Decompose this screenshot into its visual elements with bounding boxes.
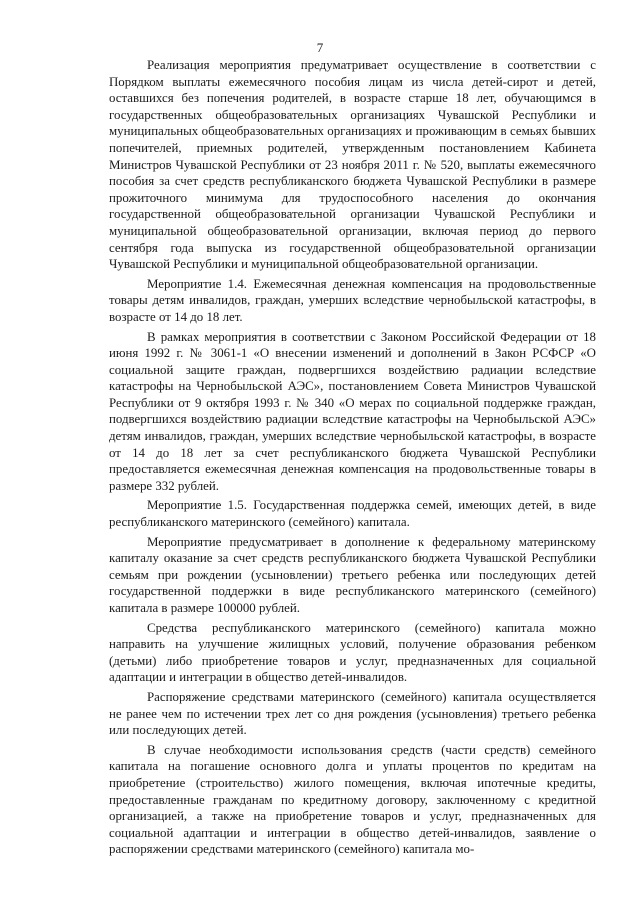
document-body [109,57,596,861]
paragraph: В рамках мероприятия в соответствии с Законом Российской Федерации от 18 июня 1992 г. № 3061-1 «О внесении изменений и дополнений в Закон РСФСР «О социальной защите граждан, подвергшихся воздействию радиации вследствие катастрофы на Чернобыльской АЭС», постановлением Совета Министров Чувашской Республики от 9 октября 1993 г. № 340 «О мерах по социальной поддержке граждан, подвергшихся воздействию радиации вследствие катастрофы на Чернобыльской АЭС» детям инвалидов, граждан, умерших вследствие чернобыльской катастрофы, в возрасте от 14 до 18 лет за счет республиканского бюджета Чувашской Республики предоставляется ежемесячная денежная компенсация на продовольственные товары в размере 332 рублей. [109,329,596,493]
paragraph: Мероприятие предусматривает в дополнение к федеральному материнскому капиталу оказание за счет средств республиканского бюджета Чувашской Республики семьям при рождении (усыновлении) третьего ребенка или последующих детей государственной поддержки в виде республиканского материнского (семейного) капитала в размере 100000 рублей. [109,534,596,615]
paragraph: В случае необходимости использования средств (части средств) семейного капитала на погашение основного долга и уплаты процентов по кредитам на приобретение (строительство) жилого помещения, включая ипотечные кредиты, предоставленные гражданам по кредитному договору, заключенному с кредитной организацией, а также на приобретение товаров и услуг, предназначенных для социальной адаптации и интеграции в общество детей-инвалидов, заявление о распоряжении средствами материнского (семейного) капитала мо- [109,742,596,857]
page-number: 7 [316,40,324,55]
paragraph: Мероприятие 1.5. Государственная поддержка семей, имеющих детей, в виде республиканского материнского (семейного) капитала. [109,498,596,530]
paragraph: Распоряжение средствами материнского (семейного) капитала осуществляется не ранее чем по истечении трех лет со дня рождения (усыновления) третьего ребенка или последующих детей. [109,689,596,738]
paragraph: Средства республиканского материнского (семейного) капитала можно направить на улучшение жилищных условий, получение образования ребенком (детьми) либо приобретение товаров и услуг, предназначенных для социальной адаптации и интеграции в общество детей-инвалидов. [109,620,596,685]
paragraph: Мероприятие 1.4. Ежемесячная денежная компенсация на продовольственные товары детям инвалидов, граждан, умерших вследствие чернобыльской катастрофы, в возрасте от 14 до 18 лет. [109,276,596,324]
paragraph: Реализация мероприятия предуматривает осуществление в соответствии с Порядком выплаты ежемесячного пособия лицам из числа детей-сирот и детей, оставшихся без попечения родителей, в возрасте старше 18 лет, обучающимся в государственных общеобразовательных организациях Чувашской Республики и муниципальных общеобразовательных организациях и проживающим в семьях бывших попечителей, приемных родителей, утвержденным постановлением Кабинета Министров Чувашской Республики от 23 ноября 2011 г. № 520, выплаты ежемесячного пособия за счет средств республиканского бюджета Чувашской Республики в размере прожиточного минимума для трудоспособного населения до окончания государственной общеобразовательной организации Чувашской Республики и муниципальной общеобразовательной организации, включая период до первого сентября года выпуска из государственной общеобразовательной организации Чувашской Республики и муниципальной общеобразовательной организации. [109,58,596,272]
